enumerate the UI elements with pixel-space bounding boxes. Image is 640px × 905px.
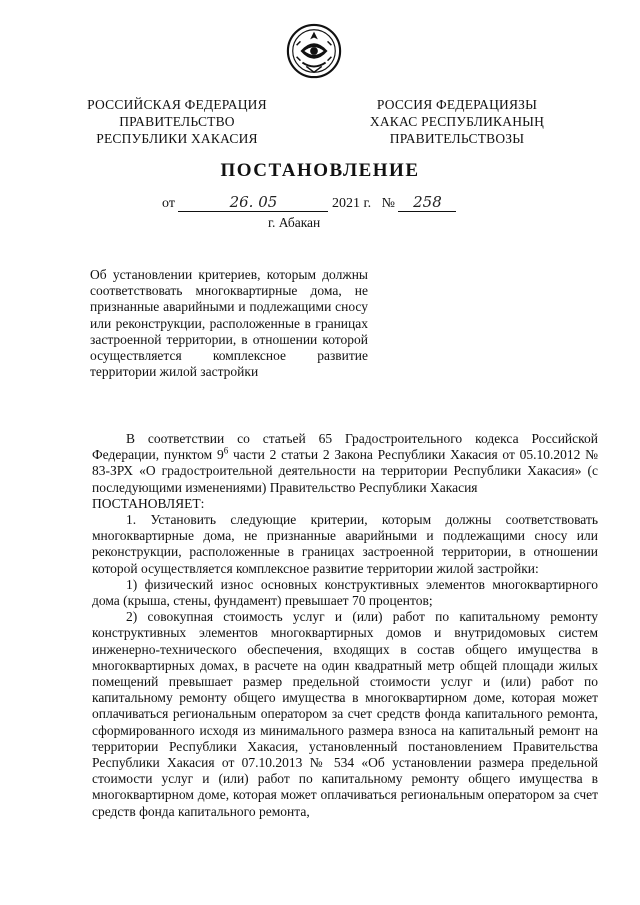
decree-subject: Об установлении критериев, которым должны соответствовать многоквартирные дома, не признанные аварийными и подлежащими сносу или реконструкции, расположенные в границах застроенной территории, в отношении которой осуществляется комплексное развитие территории жилой застройки <box>90 267 368 380</box>
preamble-text-b: части 2 статьи 2 Закона Республики Хакасия от 05.10.2012 № 83-ЗРХ «О градостроительной деятельности на территории Республики Хакасия» (с последующими изменениями) Правительство Республики Хакасия <box>92 447 599 495</box>
header-right-line: РОССИЯ ФЕДЕРАЦИЯЗЫ <box>376 97 538 112</box>
date-field <box>178 193 328 212</box>
header-right-khakas <box>352 96 562 147</box>
body-paragraph-subitem-2: 2) совокупная стоимость услуг и (или) работ по капитальному ремонту конструктивных элементов многоквартирных домов и внутридомовых систем инженерно-технического обеспечения, входящих в состав общего имущества в многоквартирных домах, в расчете на один квадратный метр общей площади жилых помещений превышает размер предельной стоимости услуг и (или) работ по капитальному ремонту общего имущества в многоквартирном доме, которая может оплачиваться региональным оператором за счет средств фонда капитального ремонта, сформированного исходя из минимального размера взноса на капитальный ремонт на территории Республики Хакасия, установленный постановлением Правительства Республики Хакасия от 07.10.2013 № 534 «Об установлении размера предельной стоимости услуг и (или) работ по капитальному ремонту общего имущества в многоквартирном доме, которая может оплачиваться региональным оператором за счет средств фонда капитального ремонта, <box>92 609 598 819</box>
coat-of-arms-emblem <box>285 22 343 80</box>
header-left-line: РЕСПУБЛИКИ ХАКАСИЯ <box>96 131 258 146</box>
preamble-text-a: В соответствии со статьей 65 Градостроительного кодекса Российской Федерации, пунктом 9 <box>92 431 598 463</box>
body-paragraph-item-1: 1. Установить следующие критерии, которым должны соответствовать многоквартирные дома, не признанные аварийными и подлежащими сносу или реконструкции, расположенные в границах застроенной территории, в отношении которой осуществляется комплексное развитие территории жилой застройки: <box>92 512 598 576</box>
header-right-line: ПРАВИТЕЛЬСТВОЗЫ <box>389 131 525 146</box>
header-left-line: РОССИЙСКАЯ ФЕДЕРАЦИЯ <box>87 97 267 112</box>
decree-word: ПОСТАНОВЛЯЕТ: <box>92 495 205 511</box>
date-number-line <box>162 193 456 212</box>
date-year: 2021 г. <box>331 196 372 211</box>
preamble-superscript: 6 <box>223 445 229 456</box>
header-right-line: ХАКАС РЕСПУБЛИКАНЫҢ <box>369 114 545 129</box>
number-label: № <box>381 196 395 211</box>
header-left-line: ПРАВИТЕЛЬСТВО <box>119 114 235 129</box>
body-paragraph-preamble <box>92 431 598 496</box>
header-left-russian <box>72 96 282 147</box>
document-title: ПОСТАНОВЛЕНИЕ <box>220 160 420 181</box>
date-from-label: от <box>162 196 175 211</box>
decree-body <box>92 431 598 820</box>
number-field <box>398 193 456 212</box>
body-paragraph-subitem-1: 1) физический износ основных конструктивных элементов многоквартирного дома (крыша, стены, фундамент) превышает 70 процентов; <box>92 576 598 609</box>
handwritten-date: 26. 05 <box>229 193 278 211</box>
handwritten-number: 258 <box>413 193 442 211</box>
city-name: г. Абакан <box>268 215 321 230</box>
